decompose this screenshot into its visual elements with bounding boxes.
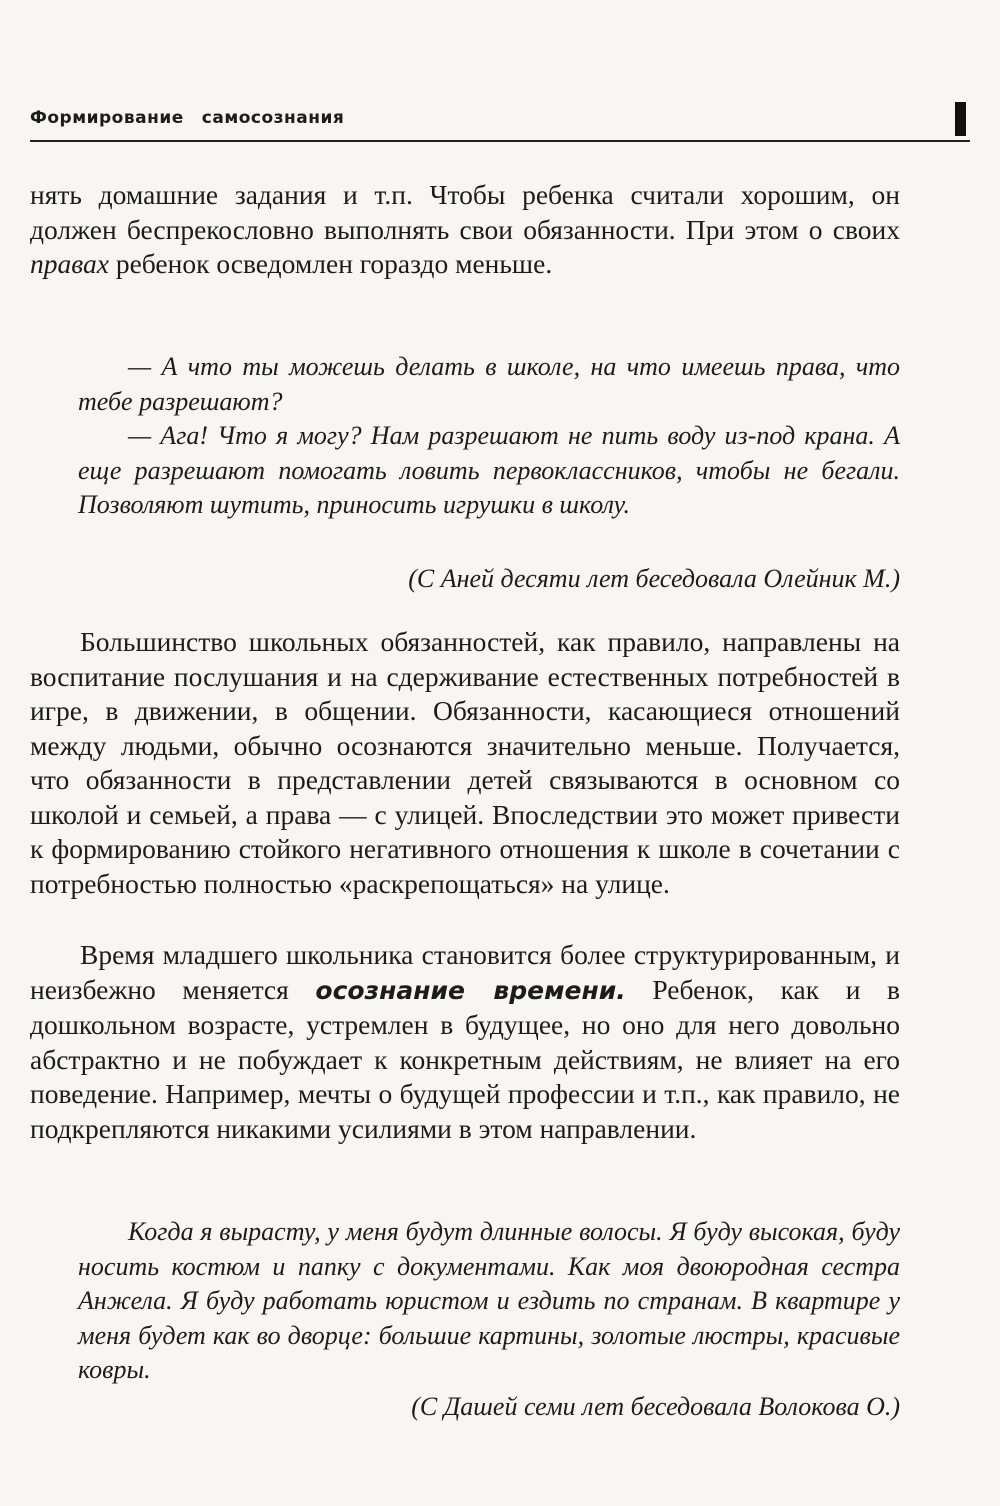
para3-text: Время младшего школьника становится более структурированным, и неизбежно меняется bbox=[30, 939, 900, 1005]
quote1-line2: — Ага! Что я могу? Нам разрешают не пить воду из-под крана. А еще разрешают помогать ловить первоклассников, чтобы не бегали. Позволяют шутить, приносить игрушки в школу. bbox=[78, 421, 900, 519]
section-marker bbox=[955, 102, 966, 136]
quote1-line1: — А что ты можешь делать в школе, на что имеешь права, что тебе разрешают? bbox=[78, 352, 900, 416]
header-title bbox=[30, 108, 344, 128]
paragraph-3 bbox=[30, 938, 900, 1146]
para1-text: нять домашние задания и т.п. Чтобы ребенка считали хорошим, он должен беспрекословно выполнять свои обязанности. При этом о своих bbox=[30, 179, 900, 245]
quote2-text: Когда я вырасту, у меня будут длинные волосы. Я буду высокая, буду носить костюм и папку с документами. Как моя двоюродная сестра Анжела. Я буду работать юристом и ездить по странам. В квартире у меня будет как во дворце: большие картины, золотые люстры, красивые ковры. bbox=[78, 1217, 900, 1384]
paragraph-1 bbox=[30, 178, 900, 282]
para3-bold: осознание времени. bbox=[315, 975, 626, 1005]
header-title-word1: Формирование bbox=[30, 108, 184, 128]
para1-italic: правах bbox=[30, 248, 109, 279]
para1-text-end: ребенок осведомлен гораздо меньше. bbox=[108, 248, 553, 279]
header-rule bbox=[30, 140, 970, 142]
child-quote bbox=[78, 1215, 900, 1388]
para2-text: Большинство школьных обязанностей, как правило, направлены на воспитание послушания и на сдерживание естественных потребностей в игре, в движении, в общении. Обязанности, касающиеся отношений между людьми, обычно осознаются значительно меньше. Получается, что обязанности в представлении детей связываются в основном со школой и семьей, а права — с улицей. Впоследствии это может привести к формированию стойкого негативного отношения к школе в сочетании с потребностью полностью «раскрепощаться» на улице. bbox=[30, 626, 900, 899]
running-header bbox=[30, 102, 970, 142]
header-title-word2: самосознания bbox=[201, 108, 345, 128]
paragraph-2 bbox=[30, 625, 900, 901]
quote1-attribution: (С Аней десяти лет беседовала Олейник М.) bbox=[408, 564, 900, 593]
quote2-attribution: (С Дашей семи лет беседовала Волокова О.) bbox=[411, 1392, 900, 1421]
dialogue-quote bbox=[78, 350, 900, 523]
para3-text-end: Ребенок, как и в дошкольном возрасте, устремлен в будущее, но оно для него довольно абстрактно и не побуждает к конкретным действиям, не влияет на его поведение. Например, мечты о будущей профессии и т.п., как правило, не подкрепляются никакими усилиями в этом направлении. bbox=[30, 973, 901, 1144]
